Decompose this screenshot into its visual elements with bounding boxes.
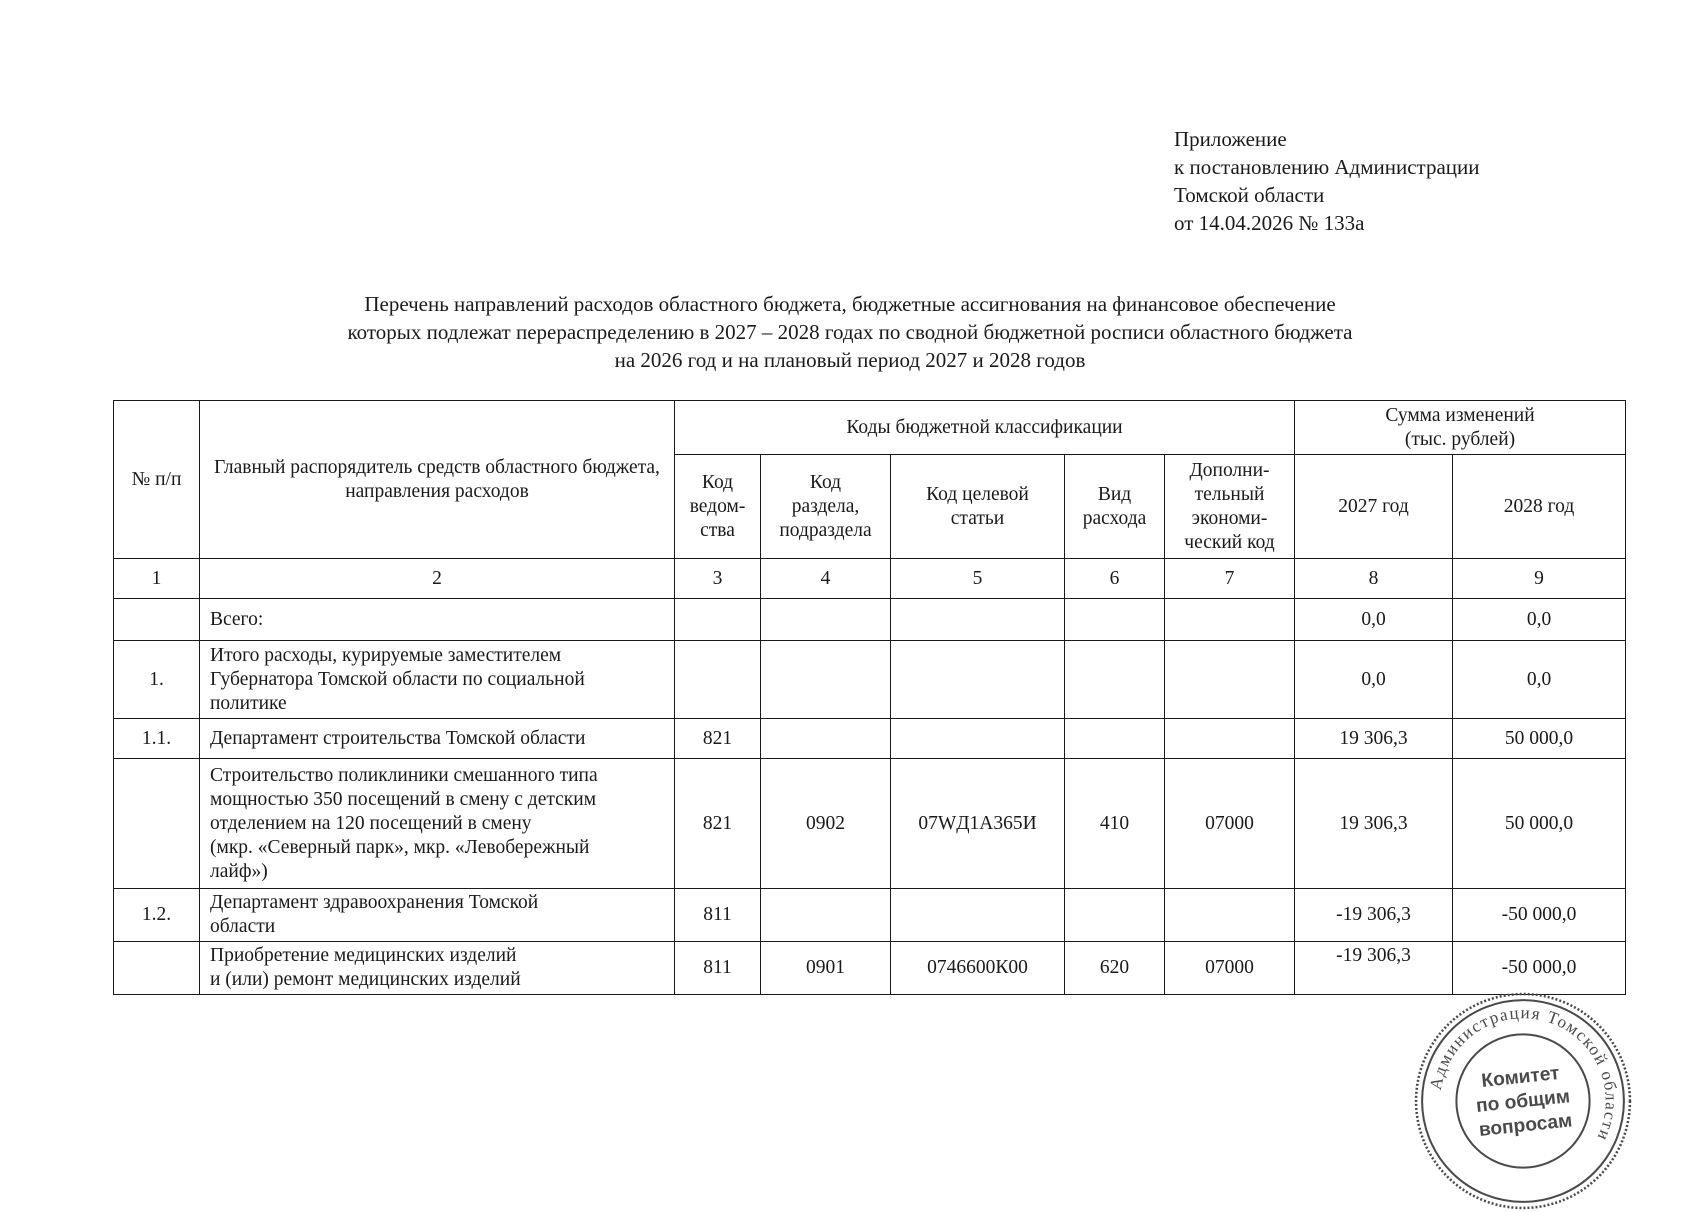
cell-num: 1.2. (114, 889, 200, 942)
cell-extra: 07000 (1165, 759, 1295, 889)
cell-name (200, 759, 675, 889)
table-body (114, 599, 1626, 995)
title-line: на 2026 год и на плановый период 2027 и 2028 годов (614, 348, 1086, 372)
text-line: ства (700, 519, 735, 541)
cell-dept: 821 (675, 759, 761, 889)
seal-center-text: Комитет (1480, 1062, 1561, 1092)
cell-type: 410 (1065, 759, 1165, 889)
appendix-line: к постановлению Администрации (1174, 155, 1480, 179)
official-seal (1412, 990, 1634, 1212)
cell-target (891, 719, 1065, 759)
cell-extra: 07000 (1165, 942, 1295, 995)
header-expense-type (1065, 455, 1165, 559)
header-dept-code (675, 455, 761, 559)
text-line: (мкр. «Северный парк», мкр. «Левобережный (210, 836, 590, 858)
cell-extra (1165, 719, 1295, 759)
header-sum-line: Сумма изменений (1385, 404, 1535, 426)
text-line: политике (210, 692, 287, 714)
cell-section: 0902 (761, 759, 891, 889)
table-row (114, 641, 1626, 719)
cell-2027: 19 306,3 (1295, 759, 1453, 889)
title-line: которых подлежат перераспределению в 2027 – 2028 годах по сводной бюджетной росписи областного бюджета (347, 320, 1353, 344)
header-manager: Главный распорядитель средств областного бюджета, направления расходов (200, 401, 675, 559)
cell-2027: 0,0 (1295, 599, 1453, 641)
cell-dept: 811 (675, 889, 761, 942)
column-number: 4 (761, 559, 891, 599)
table-row (114, 719, 1626, 759)
cell-section (761, 889, 891, 942)
seal-center-text: по общим (1475, 1086, 1572, 1117)
cell-section: 0901 (761, 942, 891, 995)
table-row (114, 889, 1626, 942)
column-number: 9 (1453, 559, 1626, 599)
cell-dept (675, 599, 761, 641)
header-codes: Коды бюджетной классификации (675, 401, 1295, 455)
cell-type (1065, 599, 1165, 641)
cell-dept: 821 (675, 719, 761, 759)
text-line: и (или) ремонт медицинских изделий (210, 969, 521, 990)
text-line: Департамент строительства Томской области (210, 727, 586, 749)
text-line: отделением на 120 посещений в смену (210, 812, 532, 834)
text-line: Строительство поликлиники смешанного типа (210, 764, 598, 786)
cell-target: 0746600К00 (891, 942, 1065, 995)
text-line: Дополни- (1189, 459, 1270, 481)
cell-target (891, 641, 1065, 719)
cell-2028: 0,0 (1453, 641, 1626, 719)
text-line: раздела, (791, 495, 860, 517)
cell-type (1065, 641, 1165, 719)
cell-2027: -19 306,3 (1295, 942, 1453, 995)
text-line: мощностью 350 посещений в смену с детским (210, 788, 597, 810)
column-numbers-row (114, 559, 1626, 599)
table-header (114, 401, 1626, 599)
column-number: 7 (1165, 559, 1295, 599)
cell-type (1065, 889, 1165, 942)
cell-2028: 50 000,0 (1453, 719, 1626, 759)
text-line: ведом- (689, 495, 746, 517)
column-number: 6 (1065, 559, 1165, 599)
cell-extra (1165, 641, 1295, 719)
cell-num (114, 759, 200, 889)
header-sum (1295, 401, 1626, 455)
column-number: 1 (114, 559, 200, 599)
text-line: лайф») (210, 860, 268, 882)
text-line: расхода (1082, 507, 1147, 529)
text-line: Код целевой (926, 483, 1029, 505)
appendix-block (1174, 125, 1480, 237)
cell-2028: -50 000,0 (1453, 942, 1626, 995)
cell-extra (1165, 599, 1295, 641)
text-line: области (210, 916, 276, 937)
cell-type: 620 (1065, 942, 1165, 995)
text-line: Губернатора Томской области по социальной (210, 668, 585, 690)
header-target-code (891, 455, 1065, 559)
cell-num (114, 942, 200, 995)
cell-target (891, 599, 1065, 641)
cell-target (891, 889, 1065, 942)
column-number: 5 (891, 559, 1065, 599)
cell-dept (675, 641, 761, 719)
seal-ring-text: Администрация Томской области (1425, 1003, 1621, 1145)
cell-name (200, 889, 675, 942)
appendix-line: от 14.04.2026 № 133а (1174, 211, 1365, 235)
header-year-2027: 2027 год (1295, 455, 1453, 559)
cell-type (1065, 719, 1165, 759)
text-line: Итого расходы, курируемые заместителем (210, 644, 562, 666)
cell-2028: 50 000,0 (1453, 759, 1626, 889)
cell-num: 1. (114, 641, 200, 719)
cell-dept: 811 (675, 942, 761, 995)
appendix-line: Томской области (1174, 183, 1325, 207)
text-line: Вид (1097, 483, 1132, 505)
cell-name (200, 942, 675, 995)
header-extra-code (1165, 455, 1295, 559)
header-section-code (761, 455, 891, 559)
column-number: 8 (1295, 559, 1453, 599)
cell-section (761, 599, 891, 641)
cell-extra (1165, 889, 1295, 942)
header-num: № п/п (114, 401, 200, 559)
table-row (114, 942, 1626, 995)
seal-center-text: вопросам (1477, 1110, 1574, 1141)
text-line: ческий код (1184, 531, 1275, 553)
cell-name (200, 641, 675, 719)
text-line: Всего: (210, 608, 264, 630)
text-line: статьи (950, 507, 1005, 529)
table-row (114, 599, 1626, 641)
text-line: Код (809, 471, 842, 493)
column-number: 2 (200, 559, 675, 599)
cell-2028: -50 000,0 (1453, 889, 1626, 942)
cell-2027: 0,0 (1295, 641, 1453, 719)
appendix-line: Приложение (1174, 127, 1287, 151)
text-line: Код (701, 471, 734, 493)
document-title (120, 290, 1580, 374)
cell-num (114, 599, 200, 641)
cell-target: 07WД1А365И (891, 759, 1065, 889)
cell-2028: 0,0 (1453, 599, 1626, 641)
text-line: Приобретение медицинских изделий (210, 945, 517, 966)
text-line: экономи- (1191, 507, 1268, 529)
header-sum-line: (тыс. рублей) (1404, 428, 1516, 450)
cell-section (761, 641, 891, 719)
text-line: тельный (1194, 483, 1265, 505)
cell-name (200, 599, 675, 641)
header-year-2028: 2028 год (1453, 455, 1626, 559)
cell-2027: -19 306,3 (1295, 889, 1453, 942)
cell-name (200, 719, 675, 759)
table-row (114, 759, 1626, 889)
title-line: Перечень направлений расходов областного бюджета, бюджетные ассигнования на финансовое обеспечение (364, 292, 1336, 316)
cell-section (761, 719, 891, 759)
budget-table (113, 400, 1626, 995)
text-line: Департамент здравоохранения Томской (210, 892, 539, 913)
column-number: 3 (675, 559, 761, 599)
cell-2027: 19 306,3 (1295, 719, 1453, 759)
cell-num: 1.1. (114, 719, 200, 759)
text-line: подраздела (779, 519, 872, 541)
